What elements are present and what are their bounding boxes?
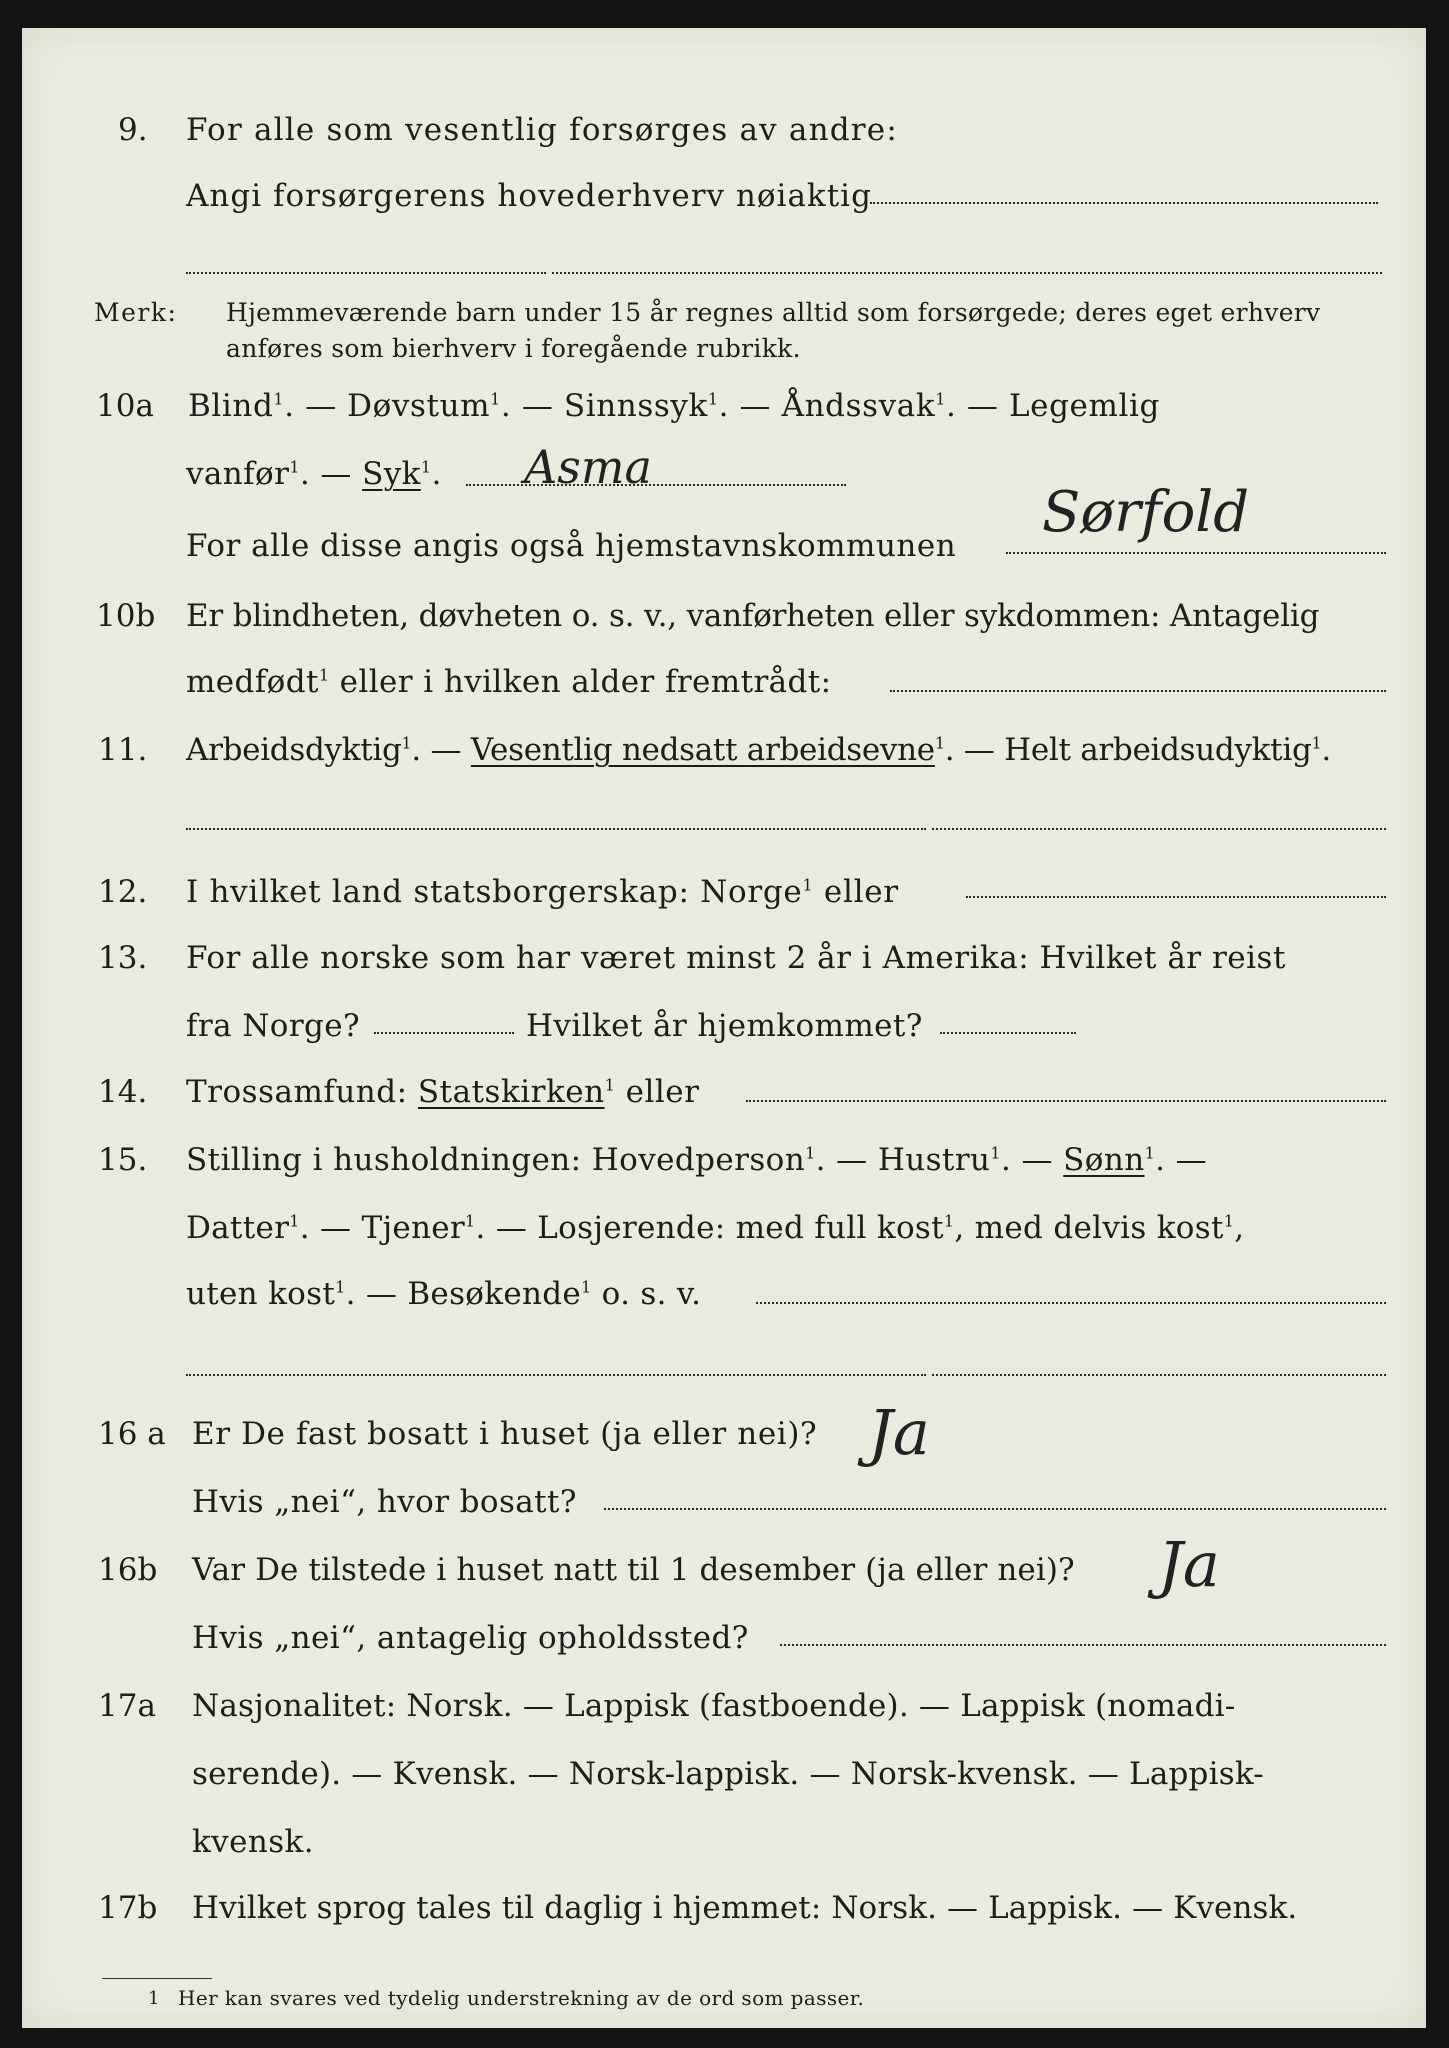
- option-nedsatt-underlined: Vesentlig nedsatt arbeidsevne: [470, 732, 935, 768]
- q10a-syk-answer-line: [466, 484, 846, 486]
- census-form-page: [22, 28, 1426, 2028]
- alder-label: eller i hvilken alder fremtrådt:: [329, 664, 832, 700]
- q9-line2: Angi forsørgerens hovederhverv nøiaktig: [186, 178, 872, 214]
- option-besokende: . — Besøkende: [345, 1276, 582, 1312]
- handwritten-q16a-answer: Ja: [868, 1396, 930, 1469]
- option-blind: Blind: [188, 388, 274, 424]
- q16a-number: 16 a: [98, 1416, 166, 1452]
- option-legemlig: . — Legemlig: [946, 388, 1160, 424]
- option-arbeidsdyktig: Arbeidsdyktig: [186, 732, 402, 768]
- q16b-line1: Var De tilstede i huset natt til 1 desember (ja eller nei)?: [192, 1552, 1075, 1588]
- handwritten-syk-answer: Asma: [524, 440, 652, 494]
- q13-line2a: fra Norge?: [186, 1008, 361, 1044]
- q10a-line3: For alle disse angis også hjemstavnskommunen: [186, 528, 957, 564]
- footnote-mark: 1: [148, 1988, 160, 2009]
- q15-answer-line: [756, 1302, 1386, 1304]
- handwritten-q16b-answer: Ja: [1158, 1528, 1220, 1601]
- q11-answer-line-a: [186, 828, 926, 830]
- q13-number: 13.: [98, 940, 148, 976]
- q10b-answer-line: [890, 690, 1386, 692]
- footnote-rule: [102, 1978, 212, 1979]
- q14-number: 14.: [98, 1074, 148, 1110]
- option-datter: Datter: [186, 1210, 290, 1246]
- option-hovedperson: Stilling i husholdningen: Hovedperson: [186, 1142, 806, 1178]
- q15-line1: Stilling i husholdningen: Hovedperson$^1$. — Hustru$^1$. — Sønn$^1$. —: [186, 1142, 1208, 1178]
- q10b-line1: Er blindheten, døvheten o. s. v., vanførheten eller sykdommen: Antagelig: [186, 598, 1320, 634]
- option-udyktig: . — Helt arbeidsudyktig: [944, 732, 1312, 768]
- q15-number: 15.: [98, 1142, 148, 1178]
- q12-number: 12.: [98, 874, 148, 910]
- q13-reist-answer-line: [374, 1032, 514, 1034]
- q13-line2b: Hvilket år hjemkommet?: [526, 1008, 923, 1044]
- footnote-text: Her kan svares ved tydelig understrekning av de ord som passer.: [178, 1986, 865, 2010]
- q16b-number: 16b: [98, 1552, 158, 1588]
- q10b-line2: medfødt$^1$ eller i hvilken alder fremtrådt:: [186, 664, 832, 700]
- q17a-number: 17a: [98, 1688, 156, 1724]
- option-vanfor: vanfør: [186, 456, 290, 492]
- q14-answer-line: [746, 1100, 1386, 1102]
- option-dovstum: . — Døvstum: [284, 388, 491, 424]
- q15-answer-line-2a: [186, 1374, 926, 1376]
- q10a-number: 10a: [96, 388, 154, 424]
- q9-answer-line-2b: [552, 272, 1382, 274]
- option-tjener: . — Tjener: [299, 1210, 466, 1246]
- q16b-line2: Hvis „nei“, antagelig opholdssted?: [192, 1620, 749, 1656]
- q13-line1: For alle norske som har været minst 2 år i Amerika: Hvilket år reist: [186, 940, 1286, 976]
- option-uten-kost: uten kost: [186, 1276, 336, 1312]
- q9-answer-line-2a: [186, 272, 546, 274]
- merk-line2: anføres som bierhverv i foregående rubrikk.: [226, 334, 801, 363]
- q10a-line1: Blind$^1$. — Døvstum$^1$. — Sinnssyk$^1$. — Åndssvak$^1$. — Legemlig: [188, 388, 1160, 424]
- handwritten-kommune-answer: Sørfold: [1042, 480, 1250, 545]
- q17b-number: 17b: [98, 1890, 158, 1926]
- q11-number: 11.: [98, 732, 148, 768]
- option-sinnssyk: . — Sinnssyk: [500, 388, 708, 424]
- q9-line1: For alle som vesentlig forsørges av andre:: [186, 112, 898, 148]
- merk-label: Merk:: [94, 298, 178, 327]
- q10a-line2: vanfør$^1$. — Syk$^1$.: [186, 456, 442, 492]
- q9-number: 9.: [118, 112, 148, 148]
- option-medfodt: medfødt: [186, 664, 319, 700]
- q15-line2: Datter$^1$. — Tjener$^1$. — Losjerende: med full kost$^1$, med delvis kost$^1$,: [186, 1210, 1245, 1246]
- q16a-line2: Hvis „nei“, hvor bosatt?: [192, 1484, 577, 1520]
- q11-line: Arbeidsdyktig$^1$. — Vesentlig nedsatt arbeidsevne$^1$. — Helt arbeidsudyktig$^1$.: [186, 732, 1331, 768]
- q17b-line1: Hvilket sprog tales til daglig i hjemmet: Norsk. — Lappisk. — Kvensk.: [192, 1890, 1298, 1926]
- statsborgerskap-label: I hvilket land statsborgerskap: Norge: [186, 874, 803, 910]
- q15-line3: uten kost$^1$. — Besøkende$^1$ o. s. v.: [186, 1276, 702, 1312]
- q9-answer-line: [870, 202, 1378, 204]
- q10a-kommune-answer-line: [1006, 552, 1386, 554]
- option-full-kost: . — Losjerende: med full kost: [475, 1210, 944, 1246]
- option-sonn-underlined: Sønn: [1063, 1142, 1145, 1178]
- q17a-line1: Nasjonalitet: Norsk. — Lappisk (fastboende). — Lappisk (nomadi-: [192, 1688, 1236, 1724]
- q16a-line1: Er De fast bosatt i huset (ja eller nei)?: [192, 1416, 818, 1452]
- q11-answer-line-b: [932, 828, 1386, 830]
- option-andssvak: . — Åndssvak: [718, 388, 936, 424]
- q17a-line3: kvensk.: [192, 1824, 314, 1860]
- q17a-line2: serende). — Kvensk. — Norsk-lappisk. — Norsk-kvensk. — Lappisk-: [192, 1756, 1264, 1792]
- q14-line: Trossamfund: Statskirken$^1$ eller: [186, 1074, 700, 1110]
- q15-answer-line-2b: [932, 1374, 1386, 1376]
- q16a-answer-line: [604, 1508, 1386, 1510]
- option-hustru: . — Hustru: [815, 1142, 991, 1178]
- trossamfund-label: Trossamfund:: [186, 1074, 418, 1110]
- option-statskirken-underlined: Statskirken: [417, 1074, 605, 1110]
- q16b-answer-line: [780, 1644, 1386, 1646]
- option-syk-underlined: Syk: [362, 456, 421, 492]
- merk-line1: Hjemmeværende barn under 15 år regnes alltid som forsørgede; deres eget erhverv: [226, 298, 1321, 327]
- q12-answer-line: [966, 896, 1386, 898]
- q13-hjemkommet-answer-line: [940, 1032, 1076, 1034]
- q12-line: I hvilket land statsborgerskap: Norge$^1$ eller: [186, 874, 899, 910]
- q10b-number: 10b: [96, 598, 156, 634]
- option-delvis-kost: , med delvis kost: [954, 1210, 1224, 1246]
